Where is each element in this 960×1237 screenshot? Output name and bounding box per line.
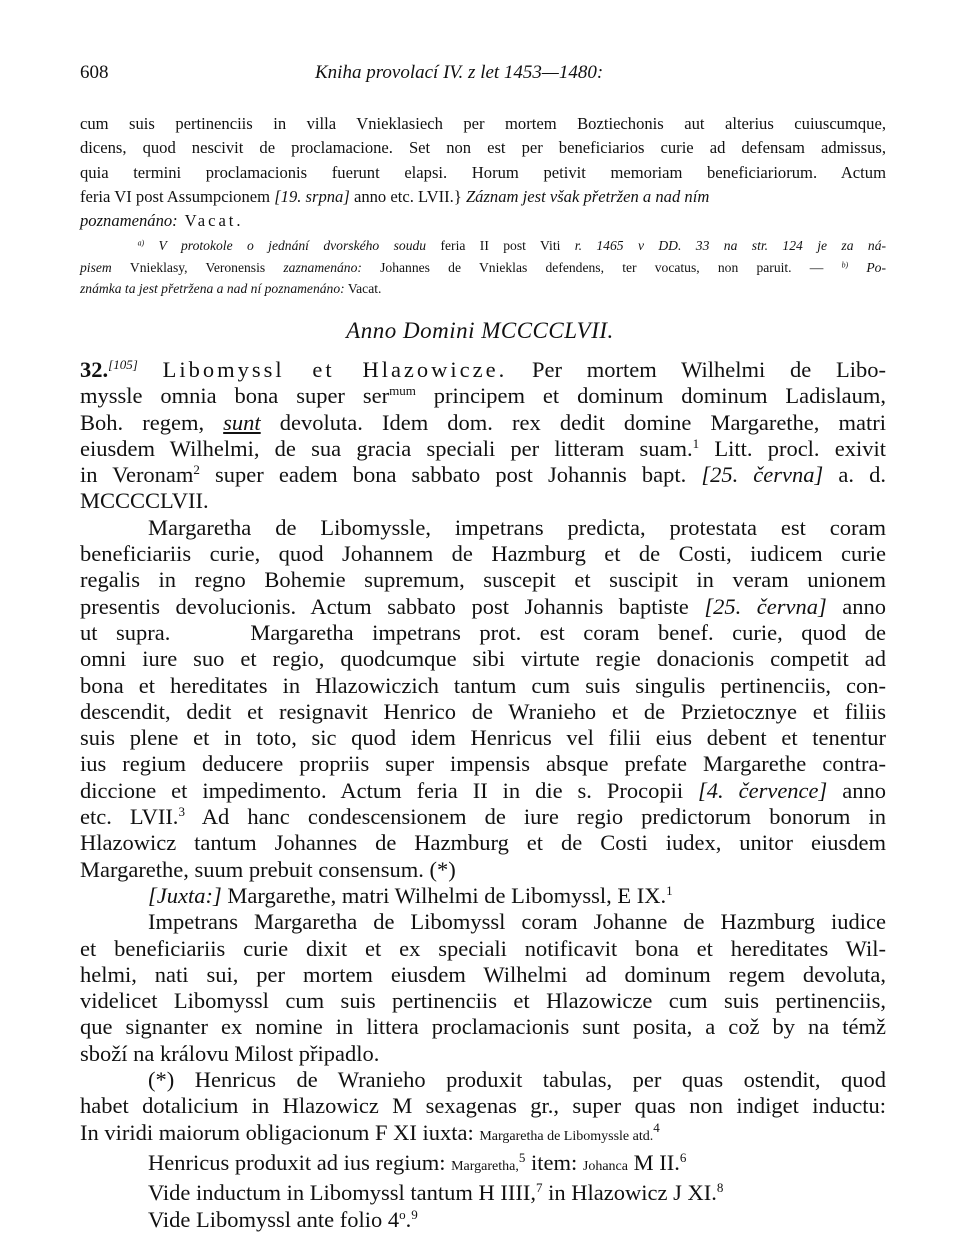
main-line-8: beneficiariis curie, quod Johannem de Hazmburg et de Costi, iudicem curie <box>80 541 886 567</box>
main-line-27: sboží na královu Milost připadlo. <box>80 1040 380 1066</box>
main-line-2 <box>80 383 886 409</box>
text: devoluta. Idem dom. rex dedit domine Margarethe, matri <box>260 409 886 435</box>
superscript: o <box>399 1206 406 1222</box>
date-note: [19. srpna] <box>274 186 350 206</box>
intro-line-1: cum suis pertinenciis in villa Vnieklasiech per mortem Boztiechonis aut alterius cuiuscumque, <box>80 114 886 133</box>
footnote-ref: 1 <box>692 436 700 452</box>
text: mysslе omnia bona super ser <box>80 383 390 409</box>
text: anno <box>827 777 886 803</box>
note-text: Johannes de Vnieklas defendens, ter vocatus, non paruit. — <box>361 259 842 275</box>
note-text: r. 1465 v DD. 33 na str. 124 je za ná- <box>574 238 887 253</box>
note-text: feria II post Viti <box>440 238 575 253</box>
intro-line-4 <box>80 185 886 209</box>
text: ut supra. <box>80 619 171 645</box>
footnote-ref: 9 <box>411 1206 418 1222</box>
main-line-24: helmi, nati sui, per mortem eiusdem Wilhelmi ad dominum regem devoluta, <box>80 961 886 987</box>
main-line-6: MCCCCLVII. <box>80 488 209 514</box>
date-note: [25. června] <box>701 462 824 488</box>
note-text: známka ta jest přetržena a nad ní poznamenáno: <box>80 281 345 296</box>
footnote-ref: 1 <box>666 883 673 899</box>
main-line-32 <box>80 1180 886 1206</box>
main-line-10 <box>80 594 886 620</box>
text: Impetrans Margaretha de Libomyssl coram Johanne de Hazmburg iudice <box>148 909 886 935</box>
footnote-ref: 7 <box>535 1180 543 1196</box>
running-head <box>80 62 886 88</box>
note-text: V protokole o jednání dvorského soudu <box>144 238 441 253</box>
text: Margarethe, matri Wilhelmi de Libomyssl, E IX. <box>221 882 667 908</box>
note-text: zaznamenáno: <box>283 259 362 275</box>
text: Per mortem Wilhelmi de Libo- <box>507 357 886 382</box>
intro-paragraph <box>80 112 886 233</box>
note-line-1 <box>80 235 886 257</box>
footnote-ref: 3 <box>178 804 185 820</box>
note-text: Po- <box>848 259 886 275</box>
text: Henricus produxit ad ius regium: <box>148 1149 452 1175</box>
note-line-3 <box>80 278 886 300</box>
main-line-31 <box>80 1150 886 1180</box>
footnotes-block <box>80 235 886 300</box>
intro-line-5 <box>80 209 886 233</box>
main-line-22 <box>80 909 886 935</box>
main-line-12: omni iure suo et regio, quodcumque sibi virtute regie donacionis competit ad <box>80 646 886 672</box>
footnote-ref: 2 <box>193 462 200 478</box>
main-line-3 <box>80 410 886 436</box>
text: eiusdem Wilhelmi, de sua gracia speciali per litteram suam. <box>80 435 693 461</box>
main-line-21 <box>80 883 886 909</box>
section-heading: Anno Domini MCCCCLVII. <box>346 318 614 343</box>
page-number: 608 <box>80 62 109 83</box>
date-note: [25. června] <box>704 593 827 619</box>
note-text: Vnieklasy, Veronensis <box>129 259 284 275</box>
small-text: Johanca <box>582 1158 628 1174</box>
underlined-word: sunt <box>223 409 261 435</box>
main-line-19: Hlazowicz tantum Johannes de Hazmburg et de Costi iudex, unitor eiusdem <box>80 830 886 856</box>
small-text: Margaretha de Libomyssle atd. <box>479 1128 654 1144</box>
footnote-ref: 6 <box>679 1150 687 1166</box>
main-line-20: Margarethe, suum prebuit consensum. (*) <box>80 856 456 882</box>
text: Vide inductum in Libomyssl tantum H IIII, <box>148 1180 536 1206</box>
text: a. d. <box>823 462 886 488</box>
text: Vide Libomyssl ante folio 4 <box>148 1206 400 1232</box>
main-line-16: ius regium deducere propriis super impensis absque prefate Margarethe contra- <box>80 751 886 777</box>
text: anno <box>826 593 886 619</box>
intro-line-2: dicens, quod nescivit de proclamacione. Set non est per beneficiarios curie ad defensam admissus, <box>80 138 886 158</box>
intro-line-3: quia termini proclamacionis fuerunt elapsi. Horum petivit memoriam beneficiariorum. Actum <box>80 162 886 182</box>
brace: } <box>453 186 466 206</box>
main-line-13: bona et hereditates in Hlazowiczich tantum cum suis singulis pertinenciis, con- <box>80 672 886 698</box>
superscript: mum <box>389 383 416 399</box>
text: . <box>405 1206 412 1232</box>
text: etc. LVII. <box>80 804 179 830</box>
main-text <box>80 357 886 1233</box>
main-line-9: regalis in regno Bohemie supremum, suscepit et suscipit in veram unionem <box>80 567 886 593</box>
text: Ad hanc condescensionem de iure regio predictorum bonorum in <box>184 804 886 830</box>
main-line-17 <box>80 778 886 804</box>
footnote-ref: 5 <box>518 1150 526 1166</box>
text: Boh. regem, <box>80 409 224 435</box>
main-line-7 <box>80 515 886 541</box>
main-line-29: habet dotalicium in Hlazowicz M sexagenas gr., super quas non indiget inductu: <box>80 1093 886 1119</box>
intro-text: anno etc. LVII. <box>349 186 454 206</box>
date-note: [4. července] <box>698 777 828 803</box>
text: M II. <box>627 1149 680 1175</box>
text: Margaretha de Libomyssle, impetrans predicta, protestata est coram <box>148 514 886 540</box>
note-a-marker: a) <box>137 238 145 248</box>
text: in Hlazowicz J XI. <box>542 1180 717 1206</box>
note-b-marker: b) <box>841 259 849 269</box>
text: diccione et impedimento. Actum feria II in die s. Procopii <box>80 777 699 803</box>
note-line-2 <box>80 257 886 279</box>
text: super eadem bona sabbato post Johannis bapt. <box>199 462 702 488</box>
main-line-30 <box>80 1120 886 1150</box>
main-line-4 <box>80 436 886 462</box>
entry-title: Libomyssl et Hlazowicze. <box>162 357 508 382</box>
juxta-note: [Juxta:] <box>148 882 222 908</box>
main-line-33 <box>80 1207 886 1233</box>
text: item: <box>525 1149 583 1175</box>
entry-number: 32. <box>80 357 109 382</box>
running-title: Kniha provolací IV. z let 1453—1480: <box>315 62 604 83</box>
editor-note: Záznam jest však přetržen a nad ním <box>465 186 710 206</box>
main-line-1 <box>80 357 886 383</box>
text: In viridi maiorum obligacionum F XI iuxta: <box>80 1119 480 1145</box>
footnote-ref: 8 <box>716 1180 724 1196</box>
vacat-text: Vacat. <box>177 211 244 231</box>
main-line-28 <box>80 1067 886 1093</box>
intro-text: feria VI post Assumpcionem <box>80 186 275 206</box>
editor-note: poznamenáno: <box>80 211 178 231</box>
note-text: Vacat. <box>344 281 382 296</box>
text: presentis devolucionis. Actum sabbato post Johannis baptiste <box>80 593 705 619</box>
note-text: pisem <box>80 259 130 275</box>
main-line-18 <box>80 804 886 830</box>
main-line-14: descendit, dedit et resignavit Henrico de Wranieho et de Przietocznye et filiis <box>80 698 886 724</box>
main-line-23: et beneficiariis curie dixit et ex speciali notificavit bona et hereditates Wil- <box>80 935 886 961</box>
small-text: Margaretha, <box>451 1158 519 1174</box>
main-line-15: suis plene et in toto, sic quod idem Henricus vel filii eius debent et tenentur <box>80 725 886 751</box>
main-line-26: que signanter ex nomine in littera proclamacionis sunt posita, a což by na témž <box>80 1014 886 1040</box>
main-line-11 <box>80 620 886 646</box>
folio-ref: [105] <box>108 357 138 373</box>
main-line-25: videlicet Libomyssl cum suis pertinenciis et Hlazowicze cum suis pertinenciis, <box>80 988 886 1014</box>
text: (*) Henricus de Wranieho produxit tabulas, per quas ostendit, quod <box>148 1067 886 1093</box>
text: principem et dominum dominum Ladislaum, <box>415 383 886 409</box>
text: in Veronam <box>80 462 194 488</box>
text: Litt. procl. exivit <box>699 435 886 461</box>
main-line-5 <box>80 462 886 488</box>
text: Margaretha impetrans prot. est coram benef. curie, quod de <box>250 619 886 645</box>
footnote-ref: 4 <box>653 1119 660 1135</box>
